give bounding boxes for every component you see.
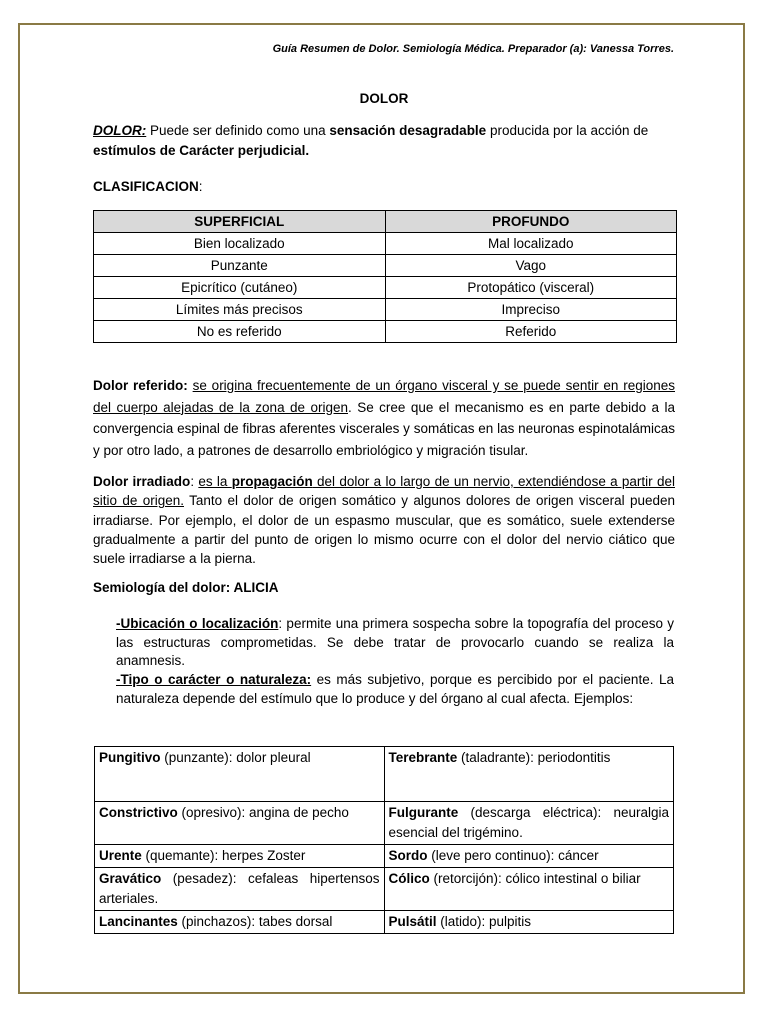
table-cell — [95, 845, 385, 868]
location-colon: : — [278, 616, 283, 631]
example-desc: (pinchazos): tabes dorsal — [177, 914, 333, 929]
pain-examples-table — [94, 746, 674, 934]
example-desc: (taladrante): periodontitis — [457, 750, 611, 765]
definition-text-2: producida por la acción de — [486, 123, 649, 138]
referred-pain-text: . Se cree que el mecanismo es en parte debido a la convergencia espinal de fibras aferentes viscerales y somáticas en las neuronas espinotalámicas y por otro lado, a patrones de desarrollo embriológico y migración tisular. — [93, 399, 675, 458]
column-header-superficial: SUPERFICIAL — [94, 211, 386, 233]
table-cell: Bien localizado — [94, 233, 386, 255]
referred-pain-label: Dolor referido: — [93, 378, 188, 393]
referred-pain-underlined: se origina frecuentemente de un órgano visceral y se puede sentir en regiones del cuerpo alejadas de la zona de origen — [93, 378, 675, 415]
table-cell: Epicrítico (cutáneo) — [94, 277, 386, 299]
example-desc: (opresivo): angina de pecho — [177, 805, 349, 820]
table-row — [94, 255, 677, 277]
irradiated-underlined-2: del dolor a lo largo de un nervio, extendiéndose a partir del sitio de origen. — [93, 474, 675, 509]
classification-table — [93, 210, 677, 343]
example-desc: (latido): pulpitis — [436, 914, 532, 929]
definition-term: DOLOR: — [93, 123, 147, 138]
table-cell — [384, 868, 674, 911]
definition-bold-1: sensación desagradable — [329, 123, 487, 138]
table-cell — [95, 747, 385, 802]
example-term: Lancinantes — [99, 914, 178, 929]
example-desc: (quemante): herpes Zoster — [141, 848, 306, 863]
table-row — [95, 747, 674, 802]
location-label: -Ubicación o localización — [116, 616, 279, 631]
example-term: Pulsátil — [388, 914, 437, 929]
classification-colon: : — [198, 179, 203, 194]
location-text: permite una primera sospecha sobre la topografía del proceso y las estructuras comprometidas. Se debe tratar de provocarlo cuando se realiza la anamnesis. — [116, 616, 674, 668]
example-term: Urente — [99, 848, 142, 863]
table-cell — [95, 802, 385, 845]
table-cell: Mal localizado — [385, 233, 677, 255]
table-cell — [95, 911, 385, 934]
definition-bold-2: estímulos de Carácter perjudicial. — [93, 143, 310, 158]
table-cell: Protopático (visceral) — [385, 277, 677, 299]
example-desc: (punzante): dolor pleural — [160, 750, 311, 765]
page-header: Guía Resumen de Dolor. Semiología Médica. Preparador (a): Vanessa Torres. — [272, 43, 674, 55]
example-desc: (retorcijón): cólico intestinal o biliar — [429, 871, 641, 886]
example-term: Pungitivo — [99, 750, 161, 765]
table-row — [95, 868, 674, 911]
table-cell: No es referido — [94, 321, 386, 343]
definition-text-1: Puede ser definido como una — [146, 123, 330, 138]
type-text: es más subjetivo, porque es percibido por el paciente. La naturaleza depende del estímulo que lo produce y del órgano al cual afecta. Ejemplos: — [116, 672, 674, 706]
irradiated-pain-text: Tanto el dolor de origen somático y algunos dolores de origen visceral pueden irradiarse. Por ejemplo, el dolor de un espasmo muscular, que es somático, suele extenderse gradualmente a partir del punto de origen lo mismo ocurre con el dolor del nervio ciático que suele irradiarse a la pierna. — [93, 493, 675, 567]
table-row — [95, 911, 674, 934]
referred-pain-paragraph — [93, 375, 675, 461]
location-paragraph — [116, 615, 674, 671]
table-cell: Punzante — [94, 255, 386, 277]
table-row — [95, 845, 674, 868]
example-term: Constrictivo — [99, 805, 178, 820]
definition-paragraph — [93, 121, 675, 161]
table-row — [95, 802, 674, 845]
table-cell — [384, 747, 674, 802]
table-header-row — [94, 211, 677, 233]
classification-heading — [93, 177, 675, 197]
classification-label: CLASIFICACION — [93, 179, 199, 194]
table-cell — [384, 845, 674, 868]
irradiated-pain-colon: : — [190, 474, 199, 489]
table-row — [94, 233, 677, 255]
example-term: Sordo — [388, 848, 428, 863]
semiology-heading: Semiología del dolor: ALICIA — [93, 580, 279, 595]
page-title: DOLOR — [359, 91, 409, 106]
type-paragraph — [116, 671, 674, 708]
example-term: Gravático — [99, 871, 162, 886]
table-cell — [384, 802, 674, 845]
table-cell: Vago — [385, 255, 677, 277]
table-cell: Impreciso — [385, 299, 677, 321]
table-row — [94, 277, 677, 299]
irradiated-underlined-1: es la — [198, 474, 232, 489]
irradiated-underlined-bold: propagación — [231, 474, 313, 489]
example-term: Fulgurante — [388, 805, 459, 820]
type-label: -Tipo o carácter o naturaleza: — [116, 672, 312, 687]
table-cell: Referido — [385, 321, 677, 343]
example-desc: (pesadez): cefaleas hipertensos arteriales. — [99, 871, 380, 906]
table-cell — [95, 868, 385, 911]
column-header-profundo: PROFUNDO — [385, 211, 677, 233]
irradiated-pain-paragraph — [93, 472, 675, 568]
example-term: Terebrante — [388, 750, 458, 765]
example-term: Cólico — [388, 871, 430, 886]
example-desc: (descarga eléctrica): neuralgia esencial del trigémino. — [388, 805, 669, 840]
table-row — [94, 321, 677, 343]
table-row — [94, 299, 677, 321]
example-desc: (leve pero continuo): cáncer — [427, 848, 599, 863]
table-cell — [384, 911, 674, 934]
irradiated-pain-label: Dolor irradiado — [93, 474, 191, 489]
table-cell: Límites más precisos — [94, 299, 386, 321]
